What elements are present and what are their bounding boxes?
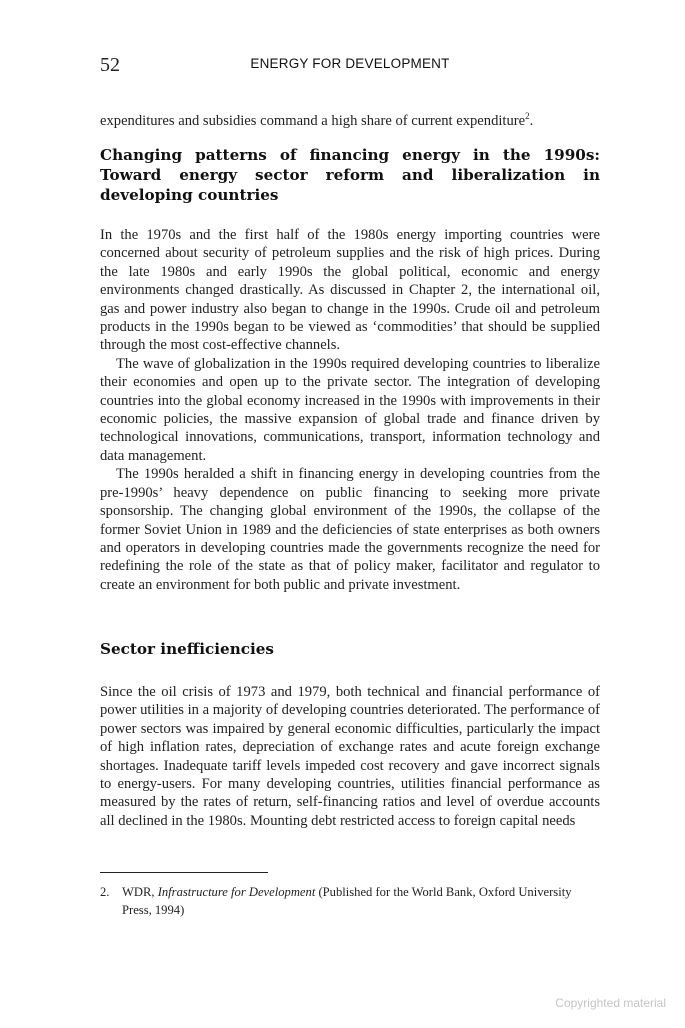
running-title: ENERGY FOR DEVELOPMENT bbox=[250, 56, 450, 71]
opening-line-text: expenditures and subsidies command a high share of current expenditure bbox=[100, 113, 526, 129]
section-inefficiencies-body bbox=[100, 683, 600, 830]
section-financing-body bbox=[100, 226, 600, 594]
footnote-cited-title: Infrastructure for Development bbox=[157, 885, 316, 899]
copyright-watermark: Copyrighted material bbox=[555, 996, 666, 1010]
section-heading-inefficiencies: Sector inefficiencies bbox=[100, 640, 274, 658]
page-number: 52 bbox=[100, 54, 120, 76]
footnote-publisher: (Published for the World Bank, Oxford University bbox=[315, 885, 572, 899]
footnote-number: 2. bbox=[100, 885, 110, 899]
footnote-reference[interactable]: 2 bbox=[525, 111, 530, 121]
opening-line-end: . bbox=[529, 113, 534, 129]
footnote bbox=[100, 884, 600, 919]
paragraph: In the 1970s and the first half of the 1980s energy importing countries were concerned about security of petroleum supplies and the risk of high prices. During the late 1980s and early 1990s the global political, economic and energy environments changed drastically. As discussed in Chapter 2, the international oil, gas and power industry also began to change in the 1990s. Crude oil and petroleum products in the 1990s began to be viewed as ‘commodities’ that should be supplied through the most cost-effective channels. bbox=[100, 227, 600, 354]
paragraph: The 1990s heralded a shift in financing energy in developing countries from the pre-1990s’ heavy dependence on public financing to seeking more private sponsorship. The changing global environment of the 1990s, the collapse of the former Soviet Union in 1989 and the deficiencies of state enterprises as both owners and operators in developing countries made the governments recognize the need for redefining the role of the state as that of policy maker, facilitator and regulator to create an environment for both public and private investment. bbox=[100, 466, 600, 593]
footnote-prefix: WDR, bbox=[122, 885, 158, 899]
footnote-divider bbox=[100, 872, 268, 873]
paragraph: The wave of globalization in the 1990s required developing countries to liberalize their economies and open up to the private sector. The integration of developing countries into the global economy increased in the 1990s with improvements in their economic policies, the massive expansion of global trade and finance driven by technological innovations, communications, transport, information technology and data management. bbox=[100, 355, 600, 464]
opening-line bbox=[100, 112, 600, 130]
running-header bbox=[100, 54, 600, 78]
footnote-continuation: Press, 1994) bbox=[122, 902, 185, 917]
paragraph: Since the oil crisis of 1973 and 1979, both technical and financial performance of power utilities in a majority of developing countries deteriorated. The performance of power sectors was impaired by general economic difficulties, particularly the impact of high inflation rates, depreciation of exchange rates and acute foreign exchange shortages. Inadequate tariff levels impeded cost recovery and gave incorrect signals to energy-users. For many developing countries, utilities financial performance as measured by the rates of return, self-financing ratios and level of overdue accounts all declined in the 1980s. Mounting debt restricted access to foreign capital needs bbox=[100, 684, 600, 829]
section-heading-financing: Changing patterns of financing energy in the 1990s: Toward energy sector reform and liberalization in developing countries bbox=[100, 146, 600, 204]
